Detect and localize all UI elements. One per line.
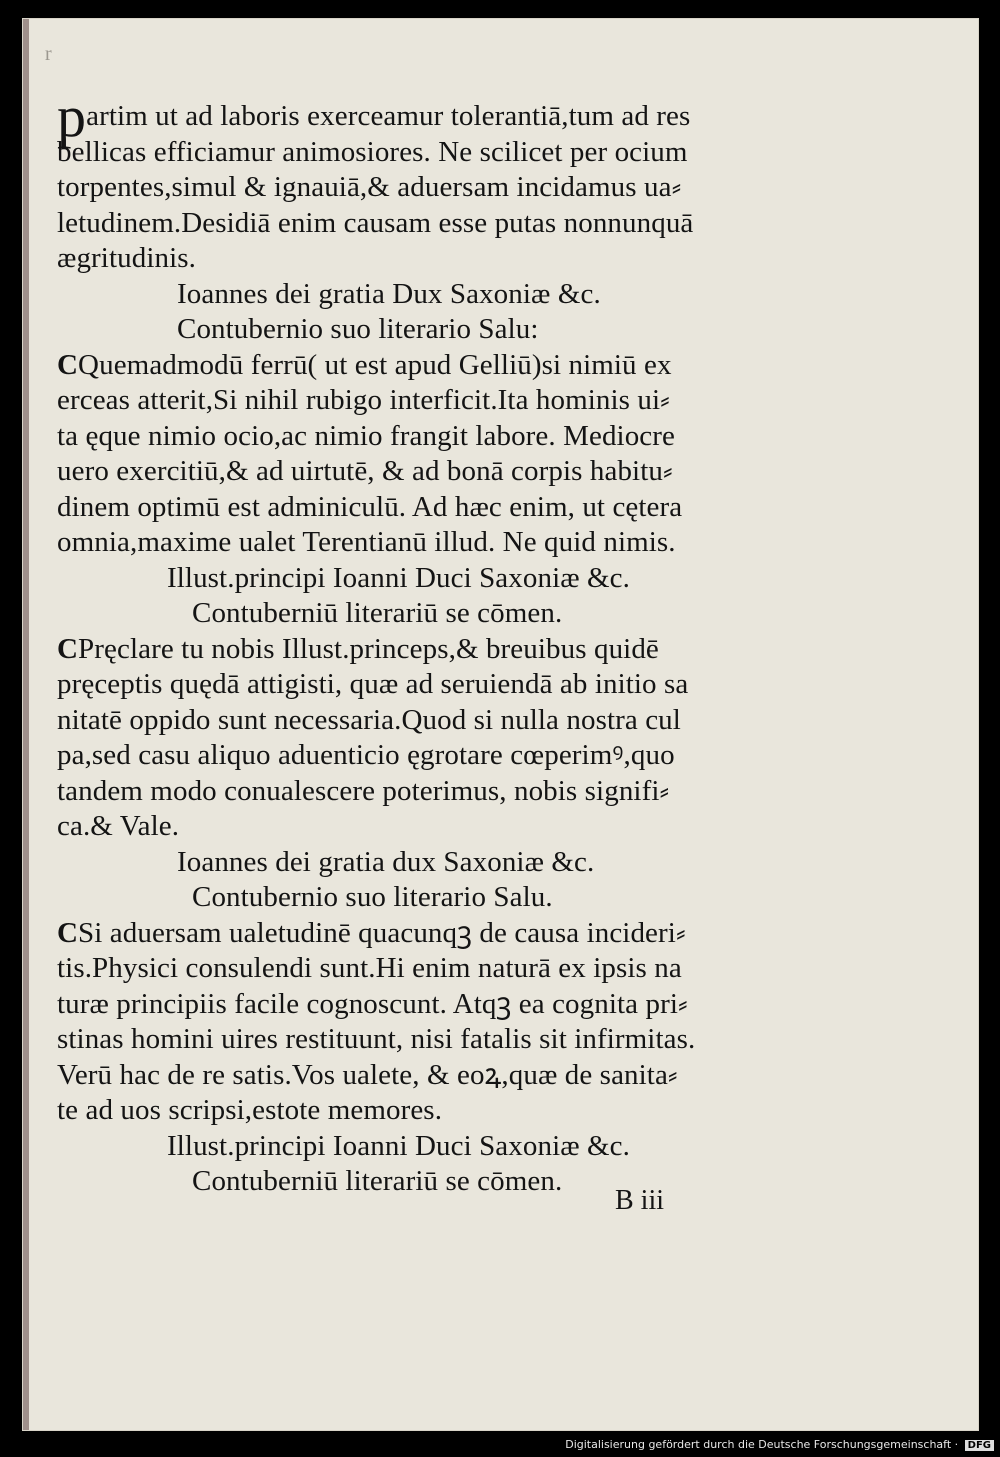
paragraph-mark-icon: C <box>57 348 79 381</box>
footer-credit: Digitalisierung gefördert durch die Deutsche Forschungsgemeinschaft · DFG <box>565 1438 994 1451</box>
text-line: CQuemadmodū ferrū( ut est apud Gelliū)si nimiū ex <box>57 348 672 381</box>
letter-address: Contuberniū literariū se cōmen. <box>192 1165 563 1197</box>
letter-heading: Illust.principi Ioanni Duci Saxoniæ &c. <box>167 1129 631 1162</box>
text-line: letudinem.Desidiā enim causam esse putas nonnunquā <box>57 206 694 239</box>
text-line: nitatē oppido sunt necessaria.Quod si nulla nostra cul <box>57 703 681 736</box>
letter-address: Contubernio suo literario Salu: <box>177 313 539 345</box>
letter-address: Contuberniū literariū se cōmen. <box>192 597 563 629</box>
text-line: ta ęque nimio ocio,ac nimio frangit labore. Mediocre <box>57 419 676 452</box>
footer-text: Digitalisierung gefördert durch die Deutsche Forschungsgemeinschaft <box>565 1438 952 1451</box>
letter-heading: Illust.principi Ioanni Duci Saxoniæ &c. <box>167 561 631 594</box>
letter-heading: Ioannes dei gratia Dux Saxoniæ &c. <box>177 277 601 310</box>
drop-initial: p <box>57 84 87 149</box>
book-page <box>22 18 979 1431</box>
paragraph-mark-icon: C <box>57 916 79 949</box>
text-line: erceas atterit,Si nihil rubigo interficit.Ita hominis ui⸗ <box>57 384 670 416</box>
text-line: omnia,maxime ualet Terentianū illud. Ne quid nimis. <box>57 526 676 558</box>
text-line: tandem modo conualescere poterimus, nobis signifi⸗ <box>57 774 670 807</box>
text-line: CPręclare tu nobis Illust.princeps,& breuibus quidē <box>57 632 659 665</box>
text-line: CSi aduersam ualetudinē quacunqꝫ de causa incideri⸗ <box>57 916 686 949</box>
text-line: turæ principiis facile cognoscunt. Atqꝫ ea cognita pri⸗ <box>57 987 688 1020</box>
text-line: bellicas efficiamur animosiores. Ne scilicet per ocium <box>57 135 688 168</box>
text-line: pręceptis quędā attigisti, quæ ad seruiendā ab initio sa <box>57 668 689 700</box>
text-line: Verū hac de re satis.Vos ualete, & eoꝝ,quæ de sanita⸗ <box>57 1058 678 1091</box>
letter-address: Contubernio suo literario Salu. <box>192 881 553 913</box>
text-line: ægritudinis. <box>57 242 196 274</box>
text-line: pa,sed casu aliquo aduenticio ęgrotare cœperimꝰ,quo <box>57 739 675 771</box>
dfg-logo[interactable]: DFG <box>965 1440 994 1451</box>
text-line: ca.& Vale. <box>57 810 180 842</box>
page-edge <box>23 19 29 1430</box>
paragraph-mark-icon: C <box>57 632 79 665</box>
corner-mark: r <box>45 43 52 65</box>
text-line: uero exercitiū,& ad uirtutē, & ad bonā corpis habitu⸗ <box>57 455 673 487</box>
text-line: tis.Physici consulendi sunt.Hi enim naturā ex ipsis na <box>57 952 682 984</box>
text-line: partim ut ad laboris exerceamur tolerantiā,tum ad res <box>57 84 691 149</box>
text-line: torpentes,simul & ignauiā,& aduersam incidamus ua⸗ <box>57 171 682 203</box>
text-line: te ad uos scripsi,estote memores. <box>57 1094 443 1126</box>
signature-mark: B iii <box>615 1185 665 1216</box>
letter-heading: Ioannes dei gratia dux Saxoniæ &c. <box>177 845 595 878</box>
text-line: stinas homini uires restituunt, nisi fatalis sit infirmitas. <box>57 1023 696 1055</box>
text-line: dinem optimū est adminiculū. Ad hæc enim, ut cętera <box>57 490 683 523</box>
page-text <box>57 84 747 1200</box>
